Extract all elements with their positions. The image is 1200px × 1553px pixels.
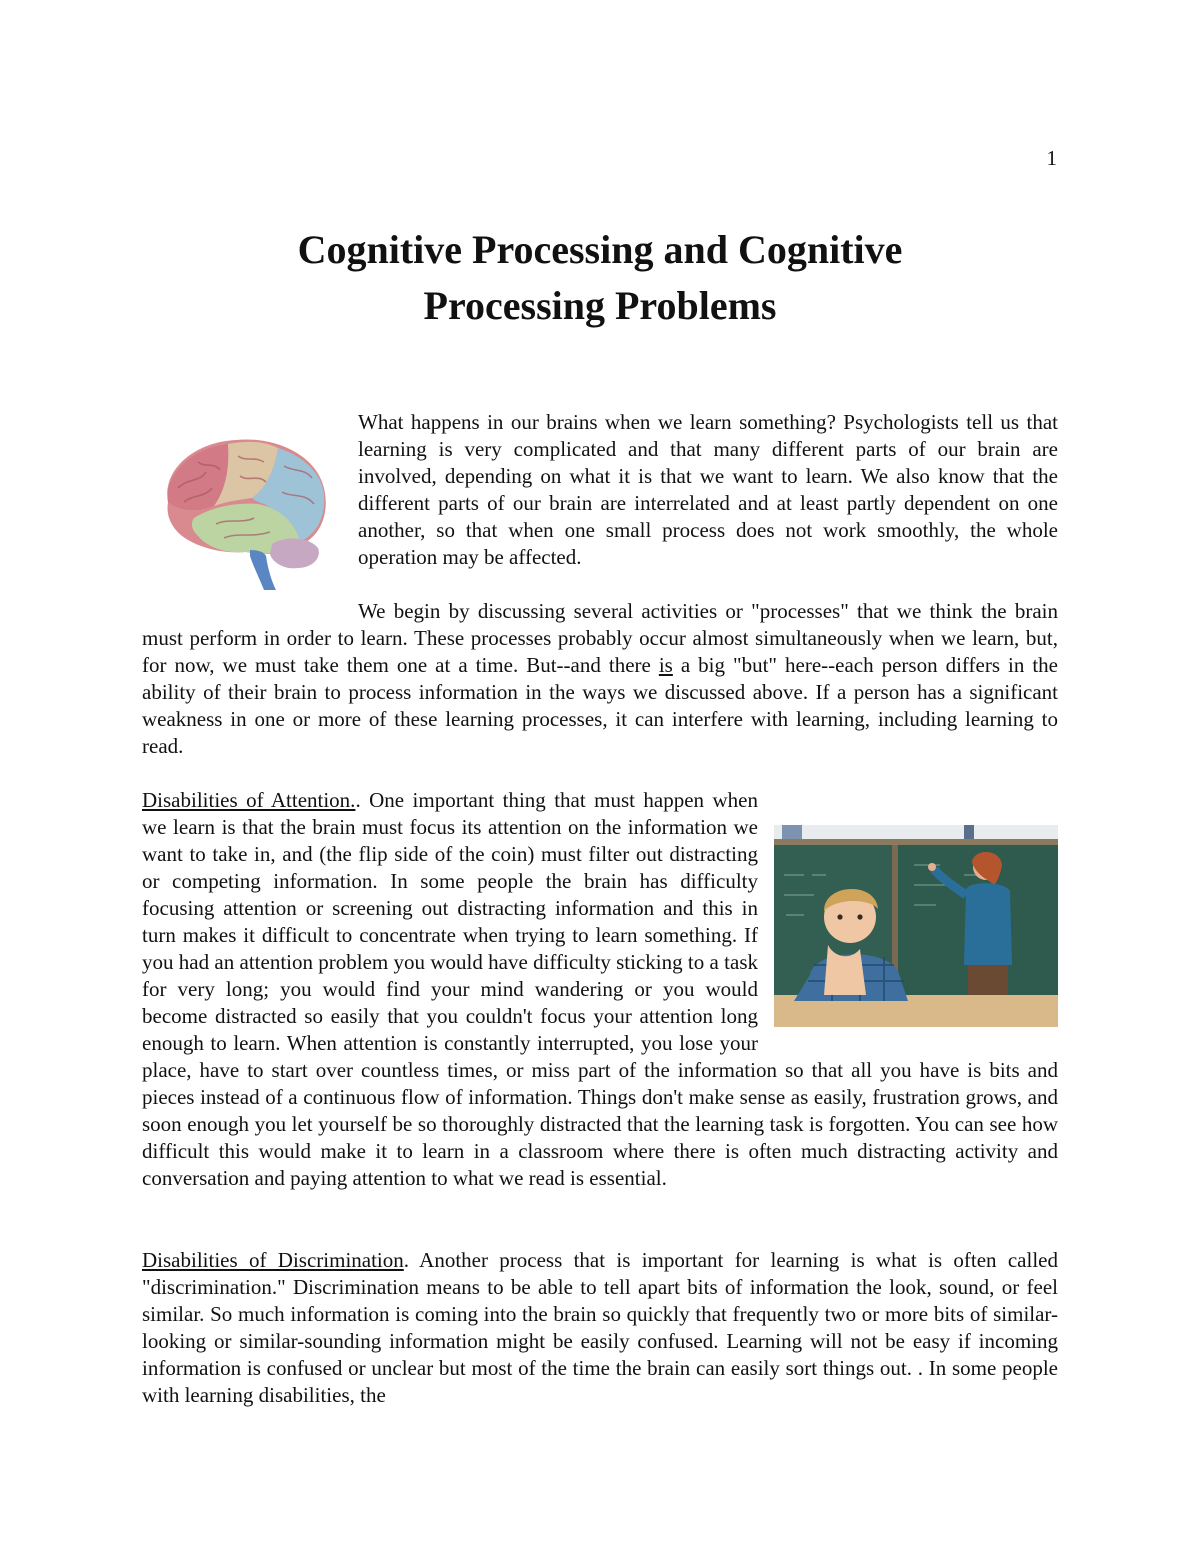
classroom-photo [774,825,1058,1027]
discrimination-body: . Another process that is important for learning is what is often called "discrimination." Discrimination means to be able to tell apart bits of information the look, sound, or feel similar. So much information is coming into the brain so quickly that frequently two or more bits of similar-looking or similar-sounding information might be easily confused. Learning will not be easy if incoming information is confused or unclear but most of the time the brain can easily sort things out. . In some people with learning disabilities, the [142,1248,1058,1407]
processes-text-start: We begin by discussing several activities or "processes" that we think the brain must perform in order to learn. These processes probably occur almost simultaneously when we learn, but, for now, we must take them one at a time. But--and there [142,599,1058,677]
classroom-photo-frame [774,825,1058,1027]
attention-paragraph [142,787,1058,1192]
discrimination-heading: Disabilities of Discrimination [142,1248,404,1272]
title-line-2: Processing Problems [423,283,777,328]
page-title [0,222,1200,334]
title-line-1: Cognitive Processing and Cognitive [297,227,903,272]
processes-paragraph [142,598,1058,760]
discrimination-paragraph [142,1247,1058,1409]
processes-text-end: a big "but" here--each person differs in the ability of their brain to process information in the ways we discussed above. If a person has a significant weakness in one or more of these learning processes, it can interfere with learning, including learning to read. [142,653,1058,758]
page-number: 1 [1046,146,1057,170]
attention-body: . One important thing that must happen when we learn is that the brain must focus its attention on the information we want to take in, and (the flip side of the coin) must filter out distracting or competing information. In some people the brain has difficulty focusing attention or screening out distracting information and this in turn makes it difficult to concentrate when trying to learn something. If you had an attention problem you would have difficulty sticking to a task for very long; you would find your mind wandering or you would become distracted so easily that you couldn't focus your attention long enough to learn. When attention is constantly interrupted, you lose your place, have to start over countless times, or miss part of the information so that all you have is bits and pieces instead of a continuous flow of information. Things don't make sense as easily, frustration grows, and soon enough you let yourself be so thoroughly distracted that the learning task is forgotten. You can see how difficult this would make it to learn in a classroom where there is often much distracting activity and conversation and paying attention to what we read is essential. [142,788,1058,1190]
brain-illustration [154,432,334,592]
processes-emphasis: is [658,653,673,677]
attention-heading: Disabilities of Attention. [142,788,356,812]
intro-paragraph: What happens in our brains when we learn something? Psychologists tell us that learning is very complicated and that many different parts of our brain are involved, depending on what it is that we want to learn. We also know that the different parts of our brain are interrelated and at least partly dependent on one another, so that when one small process does not work smoothly, the whole operation may be affected. [358,410,1058,569]
